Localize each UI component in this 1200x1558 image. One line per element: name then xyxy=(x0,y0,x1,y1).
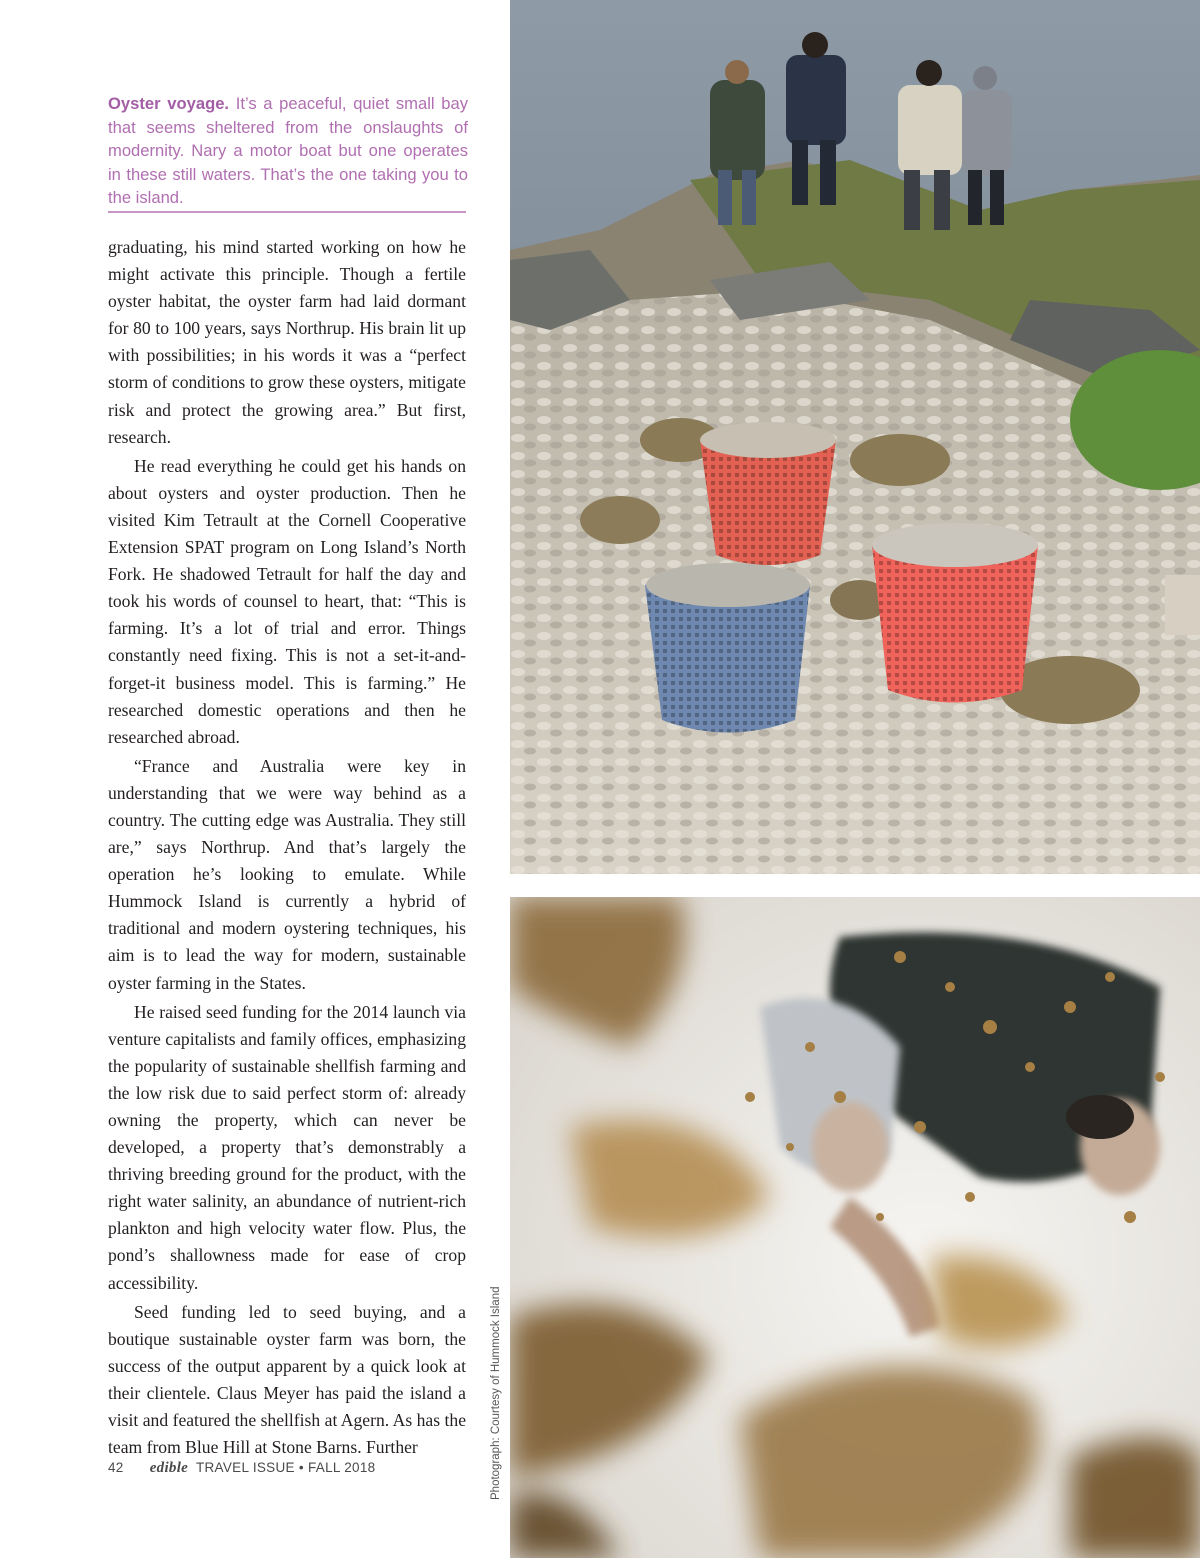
red-basket-back xyxy=(700,422,836,565)
photo-caption xyxy=(108,92,468,210)
photo-credit: Photograph: Courtesy of Hummock Island xyxy=(490,1286,502,1500)
caption-divider xyxy=(108,211,466,213)
shoreline-photo xyxy=(510,0,1200,874)
article-paragraph: He raised seed funding for the 2014 launch via venture capitalists and family offices, emphasizing the popularity of sustainable shellfish farming and the low risk due to said perfect storm of: already owning the property, which can never be developed, a property that’s demonstrably a thriving breeding ground for the product, with the right water salinity, an abundance of nutrient-rich plankton and high velocity water flow. Plus, the pond’s shallowness made for ease of crop accessibility. xyxy=(108,1001,466,1293)
issue-label: TRAVEL ISSUE • FALL 2018 xyxy=(195,1460,376,1475)
oyster-sorting-photo xyxy=(510,897,1200,1558)
article-paragraph: He read everything he could get his hands on about oysters and oyster production. Then he visited Kim Tetrault at the Cornell Cooperative Extension SPAT program on Long Island’s North Fork. He shadowed Tetrault for half the day and took his words of counsel to heart, that: “This is farming. It’s a lot of trial and error. Things constantly need fixing. This is not a set-it-and-forget-it business model. This is farming.” He researched domestic operations and then he researched abroad. xyxy=(108,455,466,747)
page-number: 42 xyxy=(108,1460,124,1475)
article-paragraph: “France and Australia were key in understanding that we were way behind as a country. The cutting edge was Australia. They still are,” says Northrup. And that’s largely the operation he’s looking to emulate. While Hummock Island is currently a hybrid of traditional and modern oystering techniques, his aim is to lead the way for modern, sustainable oyster farming in the States. xyxy=(108,755,466,993)
article-paragraph: graduating, his mind started working on how he might activate this principle. Though a fertile oyster habitat, the oyster farm had laid dormant for 80 to 100 years, says Northrup. His brain lit up with possibilities; in his words it was a “perfect storm of conditions to grow these oysters, mitigate risk and protect the growing area.” But first, research. xyxy=(108,237,466,447)
red-basket-front xyxy=(872,523,1038,703)
caption-lead: Oyster voyage. xyxy=(108,94,230,113)
blue-basket xyxy=(645,563,810,733)
page-footer xyxy=(108,1460,468,1477)
article-paragraph: Seed funding led to seed buying, and a boutique sustainable oyster farm was born, the success of the output apparent by a quick look at their clientele. Claus Meyer has paid the island a visit and featured the shellfish at Agern. As has the team from Blue Hill at Stone Barns. Further xyxy=(108,1301,466,1458)
caption-text: It’s a peaceful, quiet small bay that seems sheltered from the onslaughts of modernity. Nary a motor boat but one operates in these still waters. That’s the one taking you to the island. xyxy=(108,94,468,207)
magazine-brand: edible xyxy=(149,1460,189,1476)
article-body xyxy=(108,234,466,1461)
